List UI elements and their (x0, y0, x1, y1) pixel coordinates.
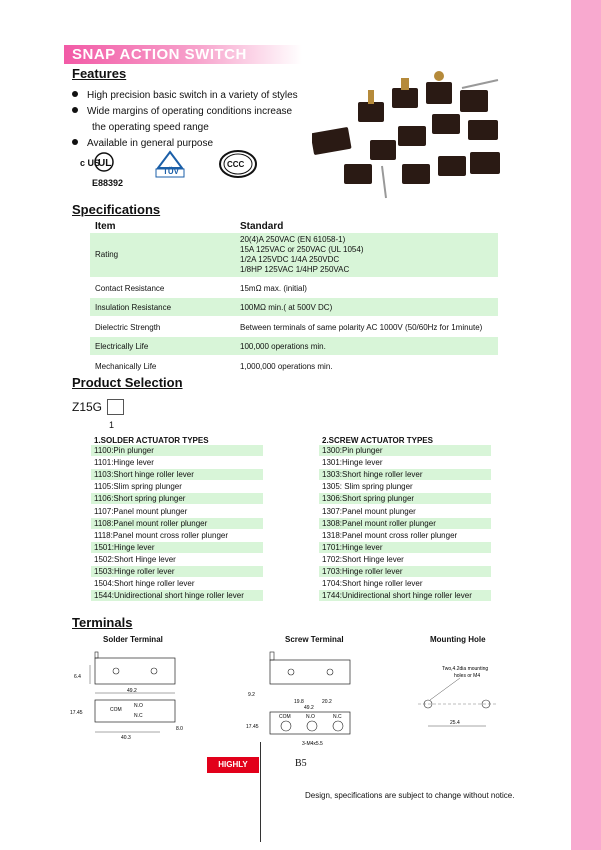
spec-item: Rating (95, 250, 119, 259)
product-selection-heading: Product Selection (72, 375, 183, 390)
actuator-type-item: 1107:Panel mount plunger (94, 506, 188, 516)
screw-dim-5: 17.45 (246, 724, 259, 730)
feature-bullet-2 (72, 105, 292, 118)
screw-types-heading: 2.SCREW ACTUATOR TYPES (322, 436, 433, 445)
ul-cert-number: E88392 (92, 178, 124, 188)
screw-dim-4: 49.2 (304, 705, 314, 711)
solder-terminal-nc: N.C (134, 713, 143, 719)
product-photo (312, 68, 508, 204)
feature-text: High precision basic switch in a variety of styles (87, 90, 298, 101)
screw-dim-6: 3-M4x5.5 (302, 741, 323, 747)
actuator-type-item: 1305: Slim spring plunger (322, 482, 413, 492)
feature-bullet-1 (72, 89, 298, 102)
side-band (571, 0, 601, 850)
mount-note-1: Two,4.2dia mounting (442, 666, 489, 672)
spec-value: Between terminals of same polarity AC 1000V (50/60Hz for 1minute) (240, 323, 483, 332)
bullet-icon (72, 139, 78, 145)
solder-dim-4: 40.3 (121, 735, 131, 740)
feature-text: Available in general purpose (87, 138, 214, 149)
model-option-box (107, 399, 124, 415)
spec-item: Mechanically Life (95, 362, 157, 371)
mount-note-2: holes or M4 (454, 673, 481, 679)
terminals-heading: Terminals (72, 615, 133, 630)
page-title: SNAP ACTION SWITCH (72, 46, 247, 63)
model-code: Z15G (72, 400, 103, 414)
spec-item: Electrically Life (95, 342, 149, 351)
actuator-type-item: 1100:Pin plunger (91, 445, 263, 456)
actuator-type-item: 1544:Unidirectional short hinge roller lever (91, 590, 263, 601)
ccc-cert-text: CCC (227, 160, 245, 169)
actuator-type-item: 1306:Short spring plunger (319, 493, 491, 504)
ul-cert-text: c US (80, 158, 101, 168)
spec-col-standard: Standard (240, 221, 284, 232)
spec-value: 15mΩ max. (initial) (240, 284, 307, 293)
spec-item: Insulation Resistance (95, 303, 172, 312)
screw-dim-1: 9.2 (248, 692, 255, 698)
feature-bullet-3 (72, 137, 213, 150)
spec-row (90, 279, 498, 297)
actuator-type-item: 1502:Short Hinge lever (94, 554, 176, 564)
rating-line: 20(4)A 250VAC (EN 61058-1) (240, 235, 346, 244)
actuator-type-item: 1108:Panel mount roller plunger (91, 518, 263, 529)
spec-value (240, 235, 363, 275)
features-heading: Features (72, 66, 127, 81)
screw-terminal-caption: Screw Terminal (285, 635, 344, 644)
mounting-hole-drawing (410, 662, 506, 732)
footer-divider (260, 742, 261, 842)
specifications-heading: Specifications (72, 202, 161, 217)
rating-line: 1/2A 125VDC 1/4A 250VDC (240, 255, 340, 264)
spec-row (90, 318, 498, 336)
solder-terminal-com: COM (110, 707, 122, 713)
actuator-type-item: 1503:Hinge roller lever (91, 566, 263, 577)
actuator-type-item: 1308:Panel mount roller plunger (319, 518, 491, 529)
actuator-type-item: 1101:Hinge lever (94, 458, 154, 468)
spec-col-item: Item (95, 221, 116, 232)
screw-terminal-drawing (246, 648, 364, 748)
solder-dim-2: 49.2 (127, 688, 137, 694)
svg-text:UL: UL (98, 158, 112, 169)
spec-value: 100,000 operations min. (240, 342, 326, 351)
spec-row (90, 298, 498, 316)
bullet-icon (72, 91, 78, 97)
solder-dim-5: 8.0 (176, 726, 183, 732)
actuator-type-item: 1303:Short hinge roller lever (319, 469, 491, 480)
solder-terminal-drawing (70, 648, 200, 740)
screw-dim-2: 19.8 (294, 699, 304, 705)
spec-item: Contact Resistance (95, 284, 165, 293)
spec-row (90, 337, 498, 355)
mounting-hole-caption: Mounting Hole (430, 635, 486, 644)
actuator-type-item: 1702:Short Hinge lever (322, 554, 404, 564)
screw-terminal-com: COM (279, 714, 291, 720)
rating-line: 1/8HP 125VAC 1/4HP 250VAC (240, 265, 350, 274)
actuator-type-item: 1307:Panel mount plunger (322, 506, 416, 516)
actuator-type-item: 1501:Hinge lever (91, 542, 263, 553)
screw-terminal-nc: N.C (333, 714, 342, 720)
actuator-type-item: 1106:Short spring plunger (91, 493, 263, 504)
disclaimer-note: Design, specifications are subject to change without notice. (305, 791, 515, 800)
model-option-number: 1 (109, 420, 115, 430)
actuator-type-item: 1318:Panel mount cross roller plunger (322, 530, 458, 540)
actuator-type-item: 1301:Hinge lever (322, 458, 383, 468)
spec-item: Dielectric Strength (95, 323, 161, 332)
brand-tag: HIGHLY (207, 757, 259, 773)
bullet-icon (72, 107, 78, 113)
actuator-type-item: 1703:Hinge roller lever (319, 566, 491, 577)
actuator-type-item: 1300:Pin plunger (319, 445, 491, 456)
feature-bullet-2-cont: the operating speed range (92, 122, 209, 133)
spec-value: 1,000,000 operations min. (240, 362, 333, 371)
actuator-type-item: 1118:Panel mount cross roller plunger (94, 530, 228, 540)
solder-terminal-caption: Solder Terminal (103, 635, 163, 644)
spec-value: 100MΩ min.( at 500V DC) (240, 303, 333, 312)
mount-dim-1: 25.4 (450, 720, 460, 726)
solder-terminal-no: N.O (134, 703, 143, 709)
screw-dim-3: 20.2 (322, 699, 332, 705)
screw-terminal-no: N.O (306, 714, 315, 720)
actuator-type-item: 1105:Slim spring plunger (94, 482, 182, 492)
actuator-type-item: 1744:Unidirectional short hinge roller lever (319, 590, 491, 601)
actuator-type-item: 1504:Short hinge roller lever (94, 579, 195, 589)
solder-dim-3: 17.45 (70, 710, 83, 716)
tuv-cert-text: TÜV (163, 167, 179, 176)
rating-line: 15A 125VAC or 250VAC (UL 1054) (240, 245, 364, 254)
actuator-type-item: 1701:Hinge lever (319, 542, 491, 553)
solder-types-heading: 1.SOLDER ACTUATOR TYPES (94, 436, 209, 445)
solder-dim-1: 6.4 (74, 674, 81, 680)
spec-row-rating (90, 233, 498, 277)
actuator-type-item: 1103:Short hinge roller lever (91, 469, 263, 480)
feature-text: Wide margins of operating conditions increase (87, 106, 293, 117)
spec-row (90, 357, 498, 375)
page-number: B5 (295, 758, 307, 769)
actuator-type-item: 1704:Short hinge roller lever (322, 579, 423, 589)
